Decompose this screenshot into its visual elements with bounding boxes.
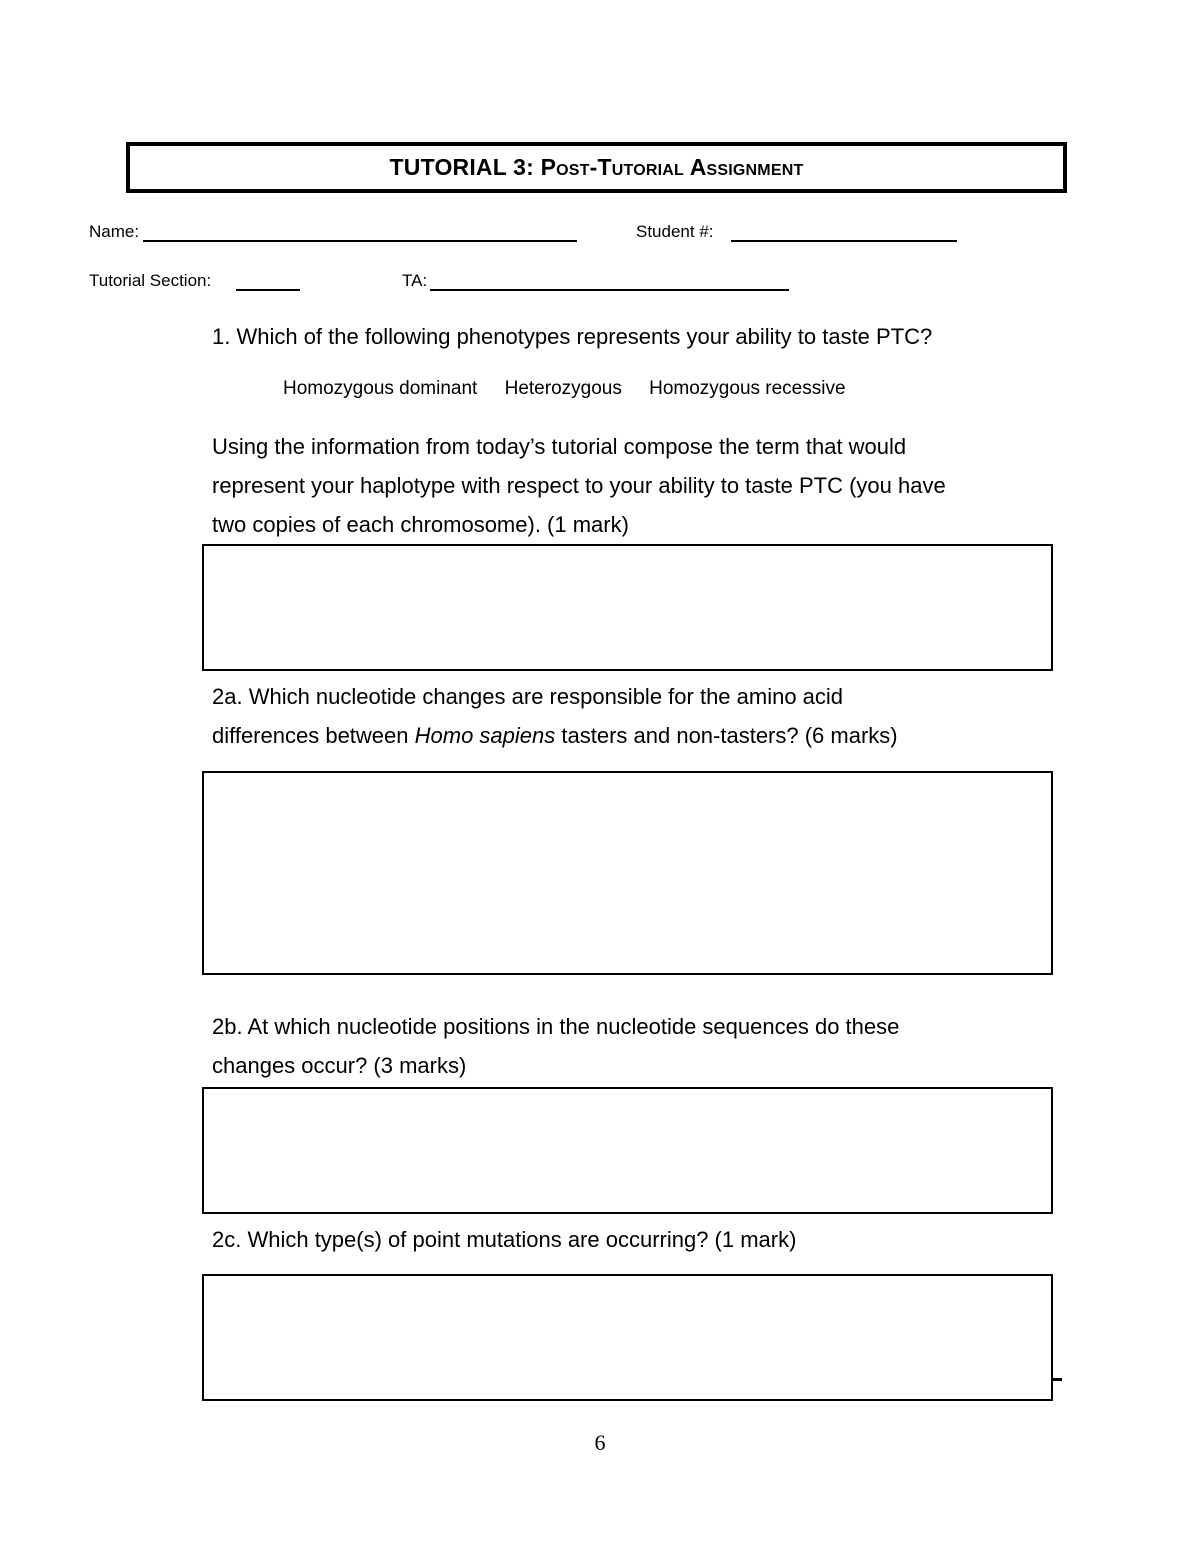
option-homozygous-recessive[interactable]: Homozygous recessive — [649, 378, 846, 399]
question-1-followup-line3: two copies of each chromosome). (1 mark) — [212, 512, 629, 537]
student-number-label: Student #: — [636, 222, 714, 241]
page-title — [390, 154, 804, 181]
title-prefix: TUTORIAL 3: — [389, 154, 541, 180]
ta-field[interactable] — [430, 289, 789, 291]
tutorial-section-label: Tutorial Section: — [89, 271, 212, 290]
ta-label: TA: — [402, 271, 428, 290]
question-2a-line1: 2a. Which nucleotide changes are responsible for the amino acid — [212, 684, 844, 709]
question-2a-line2-post: tasters and non-tasters? (6 marks) — [555, 723, 898, 748]
question-2a-line2 — [212, 716, 898, 755]
question-2a-line2-pre: differences between — [212, 723, 415, 748]
question-1-followup — [212, 427, 946, 544]
student-number-field[interactable] — [731, 240, 957, 242]
question-1-text: 1. Which of the following phenotypes represents your ability to taste PTC? — [212, 324, 933, 349]
answer-box-2c[interactable] — [202, 1274, 1053, 1401]
answer-box-2a[interactable] — [202, 771, 1053, 975]
species-name: Homo sapiens — [414, 723, 556, 748]
question-1-followup-line1: Using the information from today’s tutorial compose the term that would — [212, 434, 907, 459]
question-2a-text — [212, 677, 898, 755]
question-2c-text: 2c. Which type(s) of point mutations are occurring? (1 mark) — [212, 1227, 797, 1252]
name-label: Name: — [89, 222, 140, 241]
name-field[interactable] — [143, 240, 577, 242]
phenotype-options — [283, 378, 868, 400]
question-2b-line1: 2b. At which nucleotide positions in the nucleotide sequences do these — [212, 1014, 900, 1039]
page-number: 6 — [594, 1430, 606, 1455]
question-1-followup-line2: represent your haplotype with respect to your ability to taste PTC (you have — [212, 473, 946, 498]
question-2b-line2: changes occur? (3 marks) — [212, 1053, 467, 1078]
answer-box-1[interactable] — [202, 544, 1053, 671]
option-homozygous-dominant[interactable]: Homozygous dominant — [283, 378, 478, 399]
answer-box-2b[interactable] — [202, 1087, 1053, 1214]
title-box — [126, 142, 1067, 193]
edge-mark — [1052, 1378, 1062, 1381]
option-heterozygous[interactable]: Heterozygous — [504, 378, 622, 399]
question-2b-text — [212, 1007, 899, 1085]
tutorial-section-field[interactable] — [236, 289, 300, 291]
title-subtitle: Post-Tutorial Assignment — [540, 154, 804, 180]
